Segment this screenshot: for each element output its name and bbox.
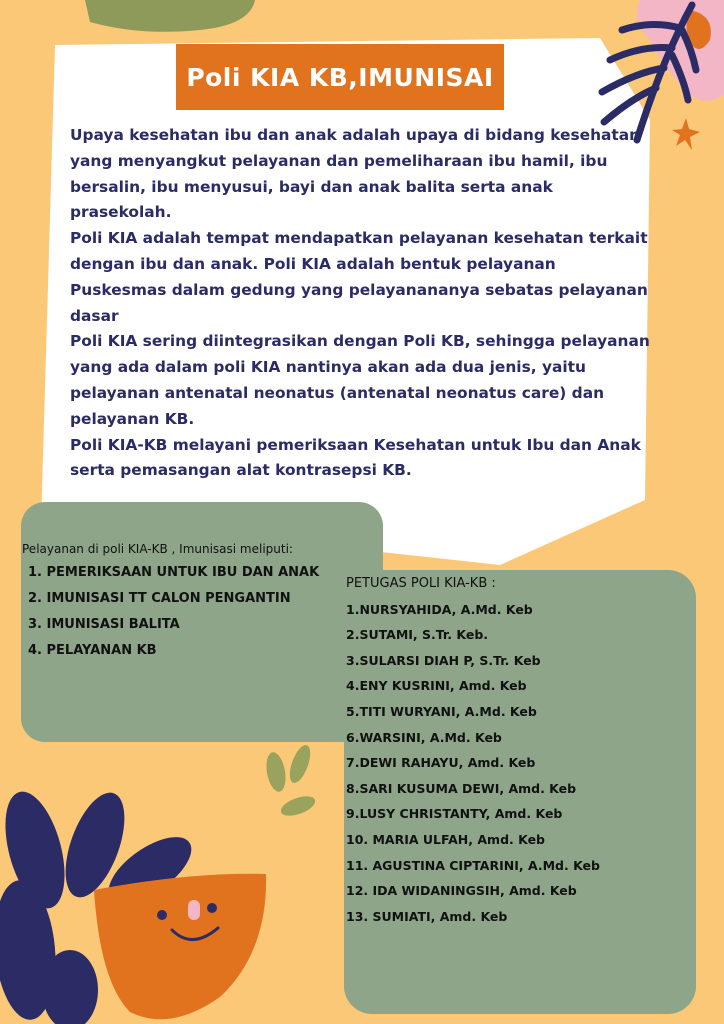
list-item: 4.ENY KUSRINI, Amd. Keb: [346, 678, 527, 694]
list-item: 6.WARSINI, A.Md. Keb: [346, 729, 502, 745]
list-item: 10. MARIA ULFAH, Amd. Keb: [346, 831, 546, 847]
list-item: 12. IDA WIDANINGSIH, Amd. Keb: [346, 883, 577, 899]
page-title: Poli KIA KB,IMUNISAI: [176, 44, 504, 110]
dark-flower-icon: [0, 790, 250, 1024]
staff-section: [346, 571, 686, 929]
list-item: 5.TITI WURYANI, A.Md. Keb: [346, 703, 537, 719]
staff-list: [346, 597, 686, 930]
intro-text: [70, 123, 650, 484]
staff-heading: PETUGAS POLI KIA-KB :: [346, 576, 496, 591]
list-item: 13. SUMIATI, Amd. Keb: [346, 908, 508, 924]
intro-paragraph: Poli KIA adalah tempat mendapatkan pelayanan kesehatan terkait dengan ibu dan anak. Poli KIA adalah bentuk pelayanan Puskesmas dalam gedung yang pelayanananya sebatas pelayanan dasar: [70, 229, 648, 325]
services-list: [22, 560, 367, 664]
list-item: 4. PELAYANAN KB: [28, 643, 157, 658]
services-heading: Pelayanan di poli KIA-KB , Imunisasi meliputi:: [22, 542, 293, 556]
list-item: 3.SULARSI DIAH P, S.Tr. Keb: [346, 652, 541, 668]
smiling-bowl-icon: [90, 872, 270, 1024]
small-leaves-icon: [262, 742, 322, 822]
list-item: 8.SARI KUSUMA DEWI, Amd. Keb: [346, 780, 577, 796]
list-item: 11. AGUSTINA CIPTARINI, A.Md. Keb: [346, 857, 600, 873]
intro-paragraph: Poli KIA sering diintegrasikan dengan Poli KB, sehingga pelayanan yang ada dalam poli KIA nantinya akan ada dua jenis, yaitu pelayanan antenatal neonatus (antenatal neonatus care) dan pelayanan KB.: [70, 332, 650, 428]
list-item: 2.SUTAMI, S.Tr. Keb.: [346, 627, 489, 643]
list-item: 2. IMUNISASI TT CALON PENGANTIN: [28, 591, 291, 606]
list-item: 3. IMUNISASI BALITA: [28, 617, 180, 632]
list-item: 1.NURSYAHIDA, A.Md. Keb: [346, 601, 533, 617]
intro-paragraph: Poli KIA-KB melayani pemeriksaan Kesehatan untuk Ibu dan Anak serta pemasangan alat kontrasepsi KB.: [70, 435, 641, 480]
intro-paragraph: Upaya kesehatan ibu dan anak adalah upaya di bidang kesehatan yang menyangkut pelayanan dan pemeliharaan ibu hamil, ibu bersalin, ibu menyusui, bayi dan anak balita serta anak prasekolah.: [70, 126, 641, 222]
list-item: 1. PEMERIKSAAN UNTUK IBU DAN ANAK: [28, 565, 320, 580]
list-item: 9.LUSY CHRISTANTY, Amd. Keb: [346, 806, 563, 822]
services-section: [22, 536, 367, 664]
list-item: 7.DEWI RAHAYU, Amd. Keb: [346, 755, 536, 771]
